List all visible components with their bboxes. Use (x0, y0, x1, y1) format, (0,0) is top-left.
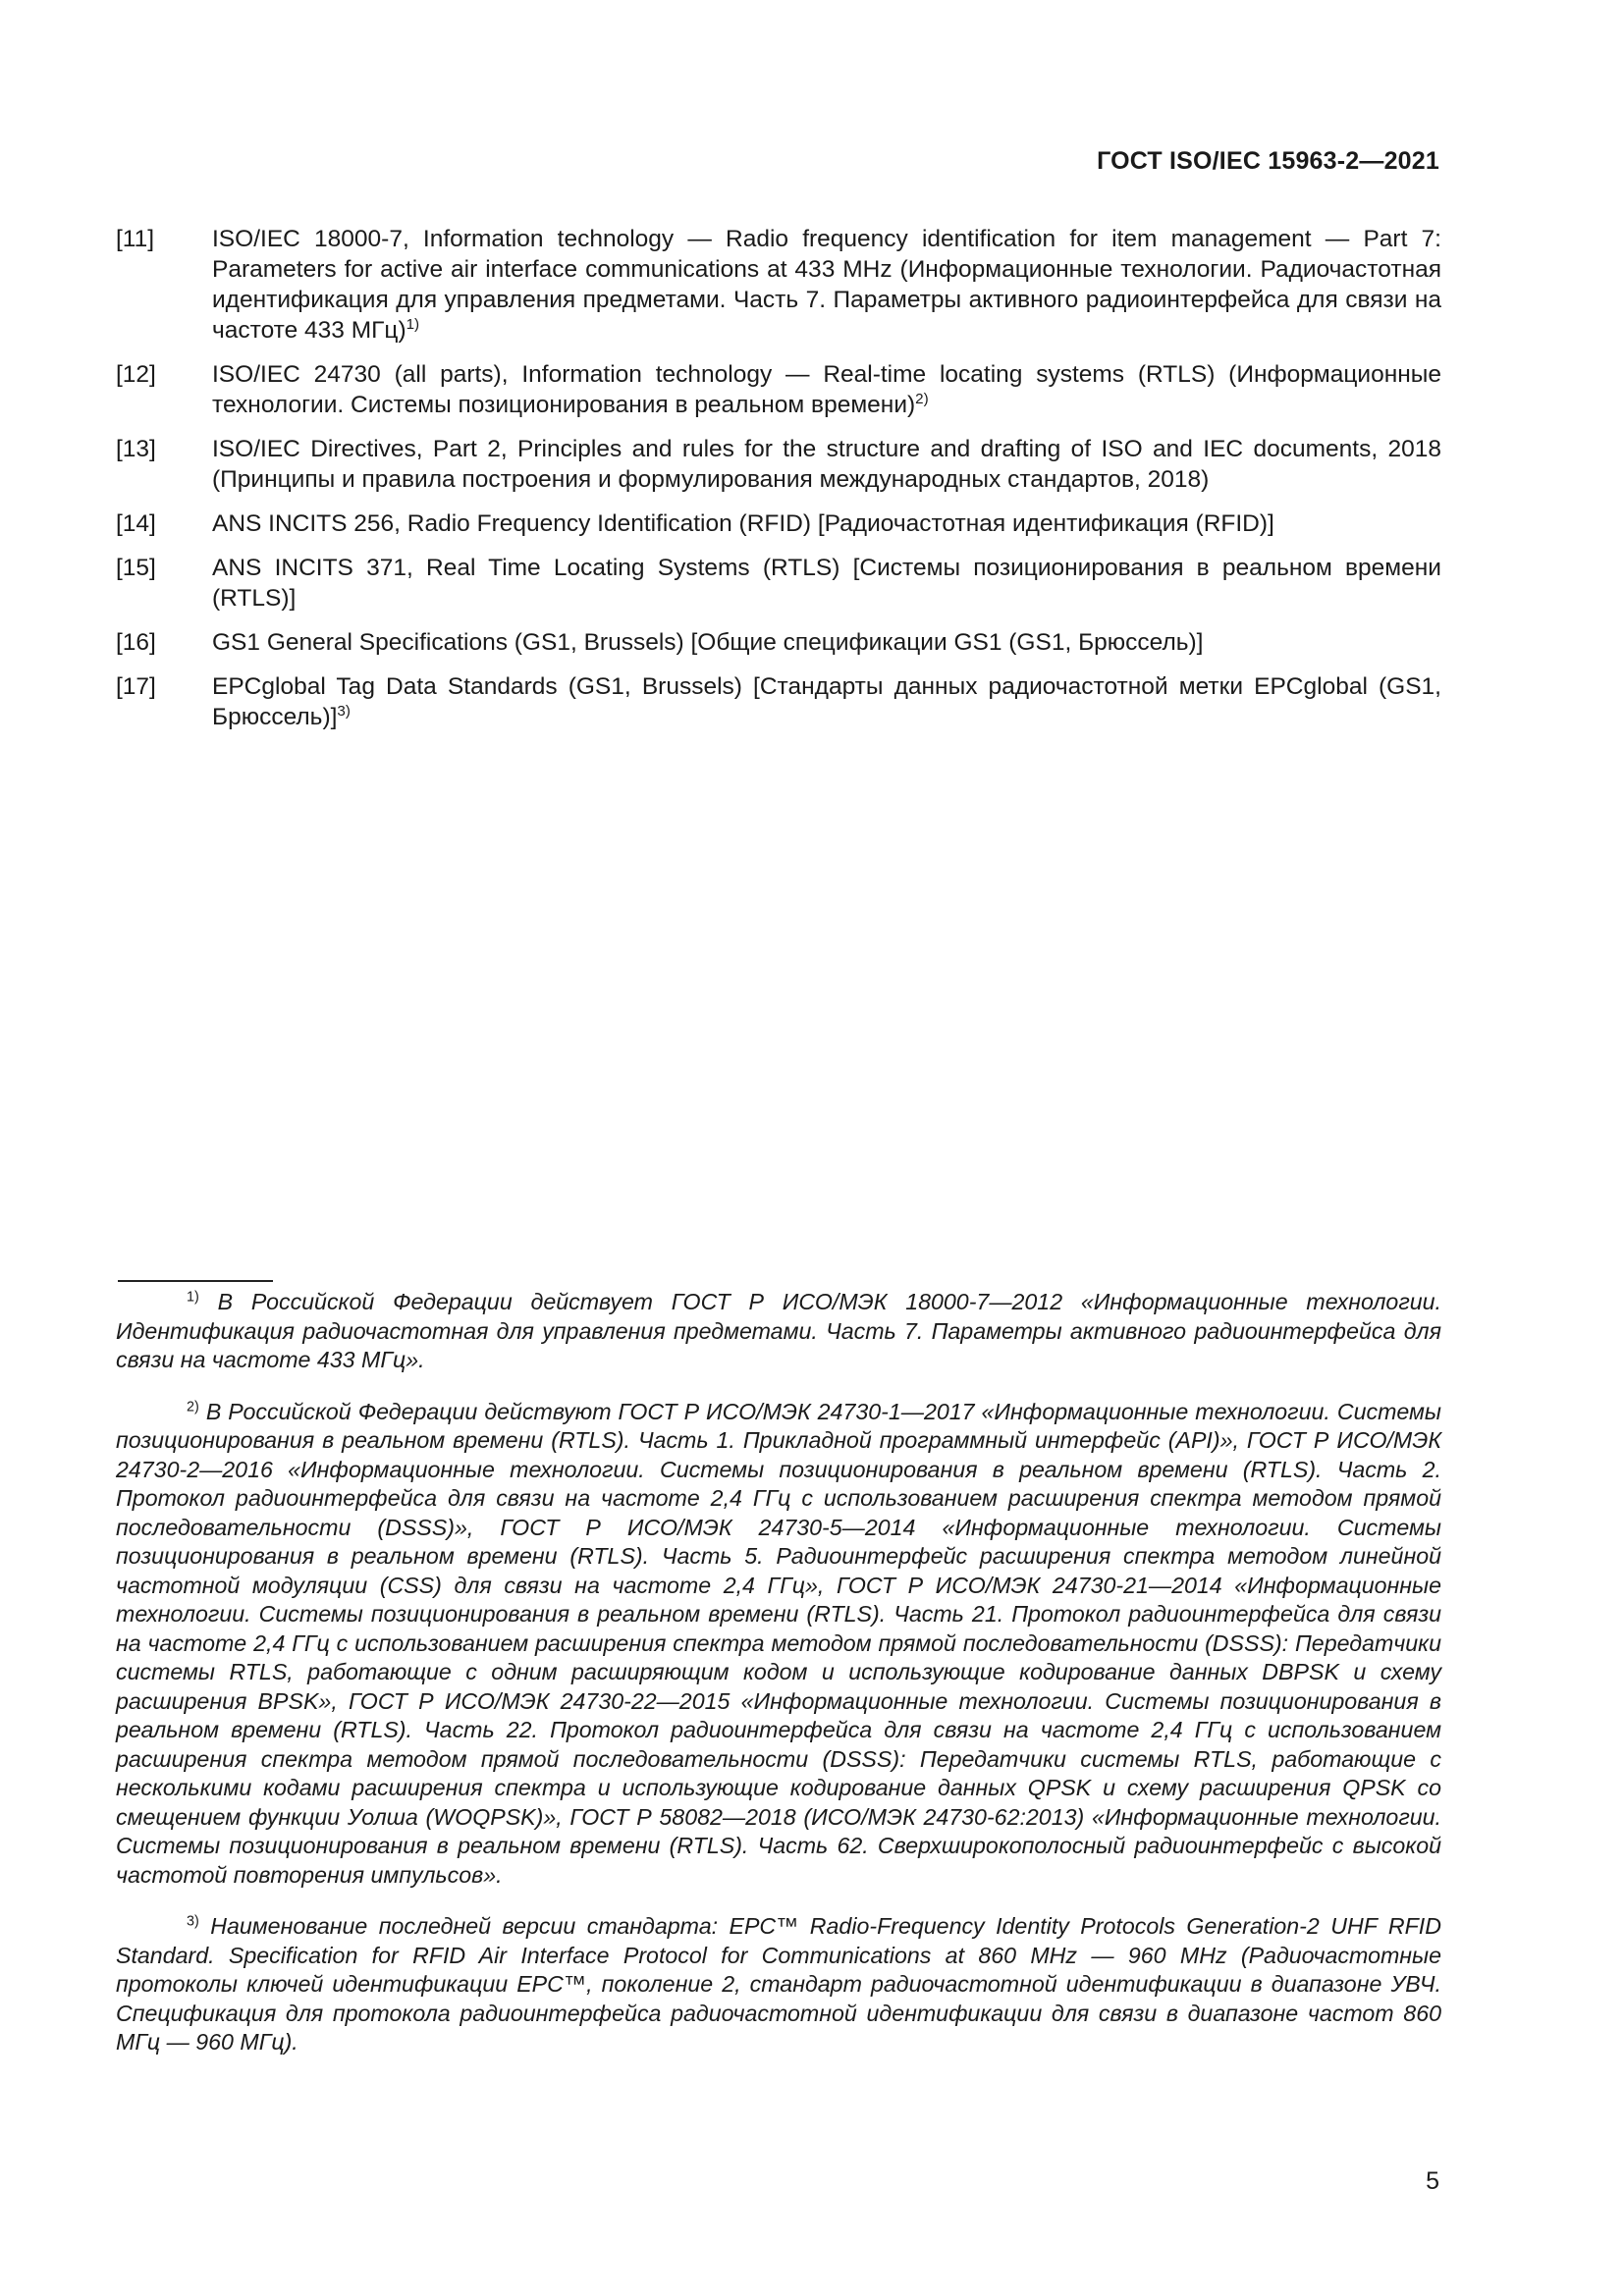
footnote (116, 1398, 1441, 1891)
footnotes-section (116, 1288, 1441, 2068)
footnote-separator (118, 1280, 273, 1282)
bibliography-list (116, 224, 1441, 746)
entry-number: [11] (116, 226, 155, 252)
entry-number: [16] (116, 629, 156, 656)
footnote-ref: 1) (406, 315, 420, 333)
entry-body (212, 508, 1441, 539)
entry-text: ISO/IEC Directives, Part 2, Principles and rules for the structure and drafting of ISO and IEC documents, 2018 (Принципы и правила построения и формулирования международных стандартов, 2018) (212, 436, 1441, 493)
bibliography-entry (116, 508, 1441, 539)
entry-text: ANS INCITS 371, Real Time Locating Systems (RTLS) [Системы позиционирования в реальном времени (RTLS)] (212, 555, 1441, 612)
document-header-title: ГОСТ ISO/IEC 15963-2—2021 (1097, 147, 1439, 175)
footnote (116, 1288, 1441, 1375)
entry-body (212, 627, 1441, 658)
entry-text: ISO/IEC 24730 (all parts), Information technology — Real-time locating systems (RTLS) (Информационные технологии. Системы позиционирования в реальном времени) (212, 361, 1441, 418)
bibliography-entry (116, 627, 1441, 658)
bibliography-entry (116, 434, 1441, 495)
entry-text: ISO/IEC 18000-7, Information technology — Radio frequency identification for item management — Part 7: Parameters for active air interface communications at 433 MHz (Информационные технологии. Радиочастотная идентификация для управления предметами. Часть 7. Параметры активного радиоинтерфейса для связи на частоте 433 МГц) (212, 226, 1441, 344)
footnote-text: В Российской Федерации действует ГОСТ Р ИСО/МЭК 18000-7—2012 «Информационные технологии. Идентификация радиочастотная для управления предметами. Часть 7. Параметры активного радиоинтерфейса для связи на частоте 433 МГц». (116, 1289, 1441, 1372)
entry-number: [12] (116, 361, 156, 388)
footnote-text: В Российской Федерации действуют ГОСТ Р ИСО/МЭК 24730-1—2017 «Информационные технологии. Системы позиционирования в реальном времени (RTLS). Часть 1. Прикладной программный интерфейс (API)», ГОСТ Р ИСО/МЭК 24730-2—2016 «Информационные технологии. Системы позиционирования в реальном времени (RTLS). Часть 2. Протокол радиоинтерфейса для связи на частоте 2,4 ГГц с использованием расширения спектра методом прямой последовательности (DSSS)», ГОСТ Р ИСО/МЭК 24730-5—2014 «Информационные технологии. Системы позиционирования в реальном времени (RTLS). Часть 5. Радиоинтерфейс расширения спектра методом линейной частотной модуляции (CSS) для связи на частоте 2,4 ГГц», ГОСТ Р ИСО/МЭК 24730-21—2014 «Информационные технологии. Системы позиционирования в реальном времени (RTLS). Часть 21. Протокол радиоинтерфейса для связи на частоте 2,4 ГГц с использованием расширения спектра методом прямой последовательности (DSSS): Передатчики системы RTLS, работающие с одним расширяющим кодом и использующие кодирование данных DBPSK и схему расширения BPSK», ГОСТ Р ИСО/МЭК 24730-22—2015 «Информационные технологии. Системы позиционирования в реальном времени (RTLS). Часть 22. Протокол радиоинтерфейса для связи на частоте 2,4 ГГц с использованием расширения спектра методом прямой последовательности (DSSS): Передатчики системы RTLS, работающие с несколькими кодами расширения спектра и использующие кодирование данных QPSK и схему расширения QPSK со смещением функции Уолша (WOQPSK)», ГОСТ Р 58082—2018 (ИСО/МЭК 24730-62:2013) «Информационные технологии. Системы позиционирования в реальном времени (RTLS). Часть 62. Сверхширокополосный радиоинтерфейс с высокой частотой повторения импульсов». (116, 1398, 1441, 1888)
bibliography-entry (116, 553, 1441, 614)
entry-number: [14] (116, 510, 156, 537)
footnote-marker: 1) (187, 1289, 199, 1306)
entry-body (212, 224, 1441, 346)
entry-text: ANS INCITS 256, Radio Frequency Identification (RFID) [Радиочастотная идентификация (RFID)] (212, 510, 1274, 537)
page-number: 5 (1426, 2167, 1439, 2195)
footnote (116, 1912, 1441, 2057)
bibliography-entry (116, 671, 1441, 732)
bibliography-entry (116, 359, 1441, 420)
entry-number: [13] (116, 436, 156, 462)
entry-text: EPCglobal Tag Data Standards (GS1, Brussels) [Стандарты данных радиочастотной метки EPCglobal (GS1, Брюссель)] (212, 673, 1441, 730)
entry-body (212, 434, 1441, 495)
entry-body (212, 553, 1441, 614)
bibliography-entry (116, 224, 1441, 346)
footnote-text: Наименование последней версии стандарта: EPC™ Radio-Frequency Identity Protocols Generation-2 UHF RFID Standard. Specification for RFID Air Interface Protocol for Communications at 860 MHz — 960 MHz (Радиочастотные протоколы ключей идентификации EPC™, поколение 2, стандарт радиочастотной идентификации в диапазоне УВЧ. Спецификация для протокола радиоинтерфейса радиочастотной идентификации для связи в диапазоне частот 860 МГц — 960 МГц). (116, 1913, 1441, 2056)
footnote-marker: 2) (187, 1398, 199, 1415)
entry-body (212, 359, 1441, 420)
footnote-ref: 3) (337, 702, 351, 720)
entry-number: [15] (116, 555, 156, 581)
entry-text: GS1 General Specifications (GS1, Brussels) [Общие спецификации GS1 (GS1, Брюссель)] (212, 629, 1204, 656)
entry-number: [17] (116, 673, 156, 700)
entry-body (212, 671, 1441, 732)
footnote-marker: 3) (187, 1913, 199, 1930)
footnote-ref: 2) (915, 390, 929, 407)
